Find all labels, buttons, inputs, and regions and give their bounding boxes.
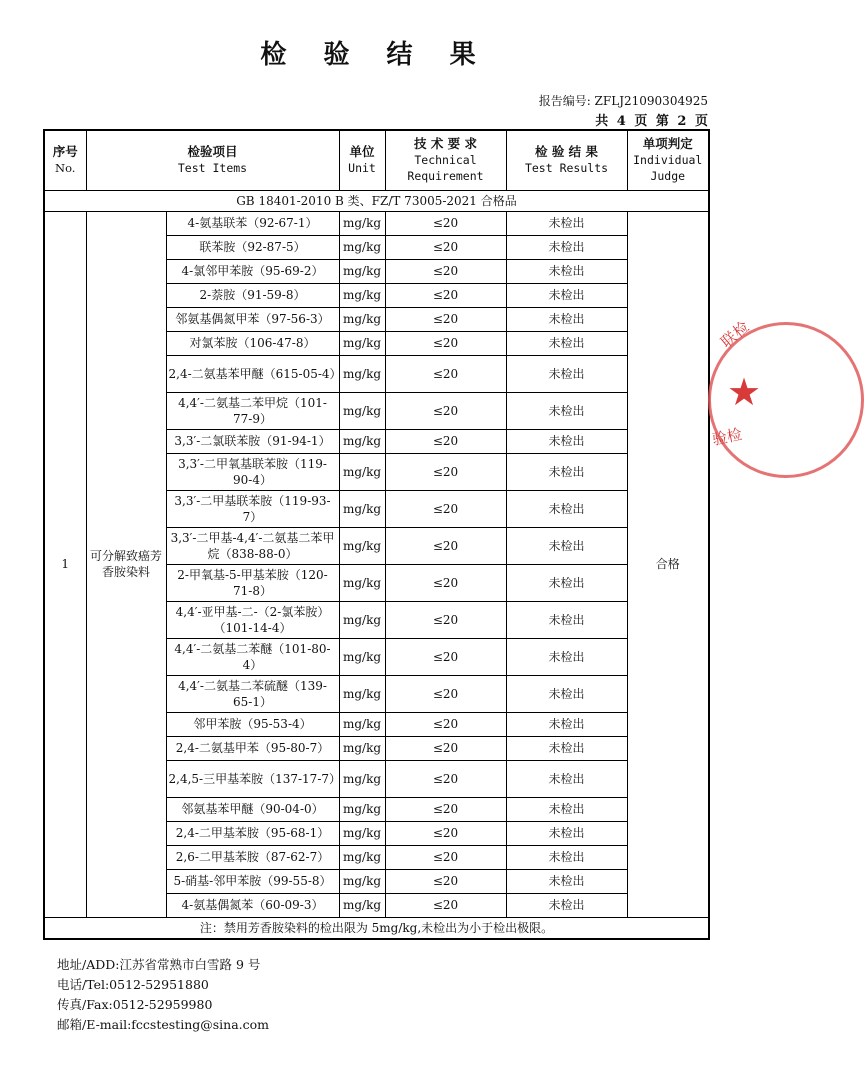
unit-cell: mg/kg (339, 601, 385, 638)
unit-cell: mg/kg (339, 869, 385, 893)
requirement-cell: ≤20 (385, 736, 506, 760)
unit-cell: mg/kg (339, 259, 385, 283)
unit-cell: mg/kg (339, 821, 385, 845)
requirement-cell: ≤20 (385, 392, 506, 429)
footer-contact (57, 955, 269, 1035)
unit-cell: mg/kg (339, 355, 385, 392)
result-cell: 未检出 (506, 307, 627, 331)
test-item-name: 4-氨基偶氮苯（60-09-3） (166, 893, 339, 917)
note-text: 注：禁用芳香胺染料的检出限为 5mg/kg,未检出为小于检出极限。 (44, 917, 709, 939)
result-cell: 未检出 (506, 355, 627, 392)
note-row (44, 917, 709, 939)
unit-cell: mg/kg (339, 564, 385, 601)
report-number: 报告编号: ZFLJ21090304925 (538, 94, 708, 108)
requirement-cell: ≤20 (385, 601, 506, 638)
result-cell: 未检出 (506, 638, 627, 675)
test-item-name: 4,4′-二氨基二苯硫醚（139-65-1） (166, 675, 339, 712)
unit-cell: mg/kg (339, 392, 385, 429)
footer-fax: 传真/Fax:0512-52959980 (57, 997, 213, 1012)
footer-address: 地址/ADD:江苏省常熟市白雪路 9 号 (57, 957, 261, 972)
unit-cell: mg/kg (339, 760, 385, 797)
result-cell: 未检出 (506, 736, 627, 760)
result-cell: 未检出 (506, 893, 627, 917)
requirement-cell: ≤20 (385, 307, 506, 331)
unit-cell: mg/kg (339, 490, 385, 527)
result-cell: 未检出 (506, 675, 627, 712)
requirement-cell: ≤20 (385, 453, 506, 490)
header-test-items: 检验项目 Test Items (86, 130, 339, 190)
test-item-name: 邻氨基苯甲醚（90-04-0） (166, 797, 339, 821)
unit-cell: mg/kg (339, 283, 385, 307)
requirement-cell: ≤20 (385, 712, 506, 736)
test-item-name: 4-氯邻甲苯胺（95-69-2） (166, 259, 339, 283)
result-cell: 未检出 (506, 211, 627, 235)
test-item-name: 4,4′-二氨基二苯甲烷（101-77-9） (166, 392, 339, 429)
requirement-cell: ≤20 (385, 235, 506, 259)
requirement-cell: ≤20 (385, 675, 506, 712)
result-cell: 未检出 (506, 527, 627, 564)
test-item-name: 2,6-二甲基苯胺（87-62-7） (166, 845, 339, 869)
table-header-row (44, 130, 709, 190)
results-table (43, 129, 710, 940)
test-item-name: 3,3′-二甲基-4,4′-二氨基二苯甲烷（838-88-0） (166, 527, 339, 564)
unit-cell: mg/kg (339, 893, 385, 917)
requirement-cell: ≤20 (385, 760, 506, 797)
requirement-cell: ≤20 (385, 821, 506, 845)
result-cell: 未检出 (506, 259, 627, 283)
result-cell: 未检出 (506, 845, 627, 869)
result-cell: 未检出 (506, 490, 627, 527)
unit-cell: mg/kg (339, 675, 385, 712)
judgement-cell: 合格 (627, 211, 709, 917)
test-item-name: 联苯胺（92-87-5） (166, 235, 339, 259)
result-cell: 未检出 (506, 283, 627, 307)
requirement-cell: ≤20 (385, 845, 506, 869)
unit-cell: mg/kg (339, 307, 385, 331)
result-cell: 未检出 (506, 797, 627, 821)
result-cell: 未检出 (506, 331, 627, 355)
test-item-name: 2,4,5-三甲基苯胺（137-17-7） (166, 760, 339, 797)
page-indicator: 共 4 页 第 2 页 (595, 114, 708, 129)
requirement-cell: ≤20 (385, 490, 506, 527)
test-item-name: 4,4′-二氨基二苯醚（101-80-4） (166, 638, 339, 675)
unit-cell: mg/kg (339, 453, 385, 490)
header-judgement: 单项判定 Individual Judge (627, 130, 709, 190)
standard-row (44, 190, 709, 211)
result-cell: 未检出 (506, 821, 627, 845)
unit-cell: mg/kg (339, 527, 385, 564)
test-item-name: 2-甲氧基-5-甲基苯胺（120-71-8） (166, 564, 339, 601)
test-item-name: 4,4′-亚甲基-二-（2-氯苯胺）（101-14-4） (166, 601, 339, 638)
result-cell: 未检出 (506, 760, 627, 797)
test-item-name: 5-硝基-邻甲苯胺（99-55-8） (166, 869, 339, 893)
table-row (44, 211, 709, 235)
unit-cell: mg/kg (339, 845, 385, 869)
test-item-name: 2,4-二氨基苯甲醚（615-05-4） (166, 355, 339, 392)
unit-cell: mg/kg (339, 797, 385, 821)
page-title: 检 验 结 果 (260, 40, 490, 70)
category-label: 可分解致癌芳香胺染料 (86, 211, 166, 917)
test-item-name: 3,3′-二氯联苯胺（91-94-1） (166, 429, 339, 453)
stamp-text-bottom: 验检 (710, 425, 744, 449)
test-item-name: 2,4-二氨基甲苯（95-80-7） (166, 736, 339, 760)
result-cell: 未检出 (506, 712, 627, 736)
test-item-name: 4-氨基联苯（92-67-1） (166, 211, 339, 235)
result-cell: 未检出 (506, 564, 627, 601)
standard-text: GB 18401-2010 B 类、FZ/T 73005-2021 合格品 (44, 190, 709, 211)
unit-cell: mg/kg (339, 638, 385, 675)
result-cell: 未检出 (506, 869, 627, 893)
header-unit: 单位 Unit (339, 130, 385, 190)
test-item-name: 邻氨基偶氮甲苯（97-56-3） (166, 307, 339, 331)
test-item-name: 3,3′-二甲基联苯胺（119-93-7） (166, 490, 339, 527)
requirement-cell: ≤20 (385, 797, 506, 821)
header-results: 检 验 结 果 Test Results (506, 130, 627, 190)
requirement-cell: ≤20 (385, 869, 506, 893)
requirement-cell: ≤20 (385, 331, 506, 355)
footer-tel: 电话/Tel:0512-52951880 (57, 977, 209, 992)
requirement-cell: ≤20 (385, 211, 506, 235)
footer-email: 邮箱/E-mail:fccstesting@sina.com (57, 1017, 270, 1032)
header-seq: 序号 No. (44, 130, 86, 190)
result-cell: 未检出 (506, 392, 627, 429)
requirement-cell: ≤20 (385, 283, 506, 307)
requirement-cell: ≤20 (385, 259, 506, 283)
row-seq: 1 (44, 211, 86, 917)
result-cell: 未检出 (506, 429, 627, 453)
test-item-name: 2,4-二甲基苯胺（95-68-1） (166, 821, 339, 845)
unit-cell: mg/kg (339, 736, 385, 760)
result-cell: 未检出 (506, 453, 627, 490)
stamp-star-icon: ★ (727, 370, 762, 414)
requirement-cell: ≤20 (385, 355, 506, 392)
result-cell: 未检出 (506, 601, 627, 638)
result-cell: 未检出 (506, 235, 627, 259)
header-requirement: 技 术 要 求 Technical Requirement (385, 130, 506, 190)
unit-cell: mg/kg (339, 235, 385, 259)
requirement-cell: ≤20 (385, 638, 506, 675)
unit-cell: mg/kg (339, 211, 385, 235)
unit-cell: mg/kg (339, 331, 385, 355)
test-item-name: 邻甲苯胺（95-53-4） (166, 712, 339, 736)
requirement-cell: ≤20 (385, 429, 506, 453)
stamp-text-top: 联检 (717, 316, 754, 352)
unit-cell: mg/kg (339, 429, 385, 453)
requirement-cell: ≤20 (385, 527, 506, 564)
requirement-cell: ≤20 (385, 564, 506, 601)
test-item-name: 2-萘胺（91-59-8） (166, 283, 339, 307)
test-item-name: 3,3′-二甲氧基联苯胺（119-90-4） (166, 453, 339, 490)
unit-cell: mg/kg (339, 712, 385, 736)
test-item-name: 对氯苯胺（106-47-8） (166, 331, 339, 355)
requirement-cell: ≤20 (385, 893, 506, 917)
